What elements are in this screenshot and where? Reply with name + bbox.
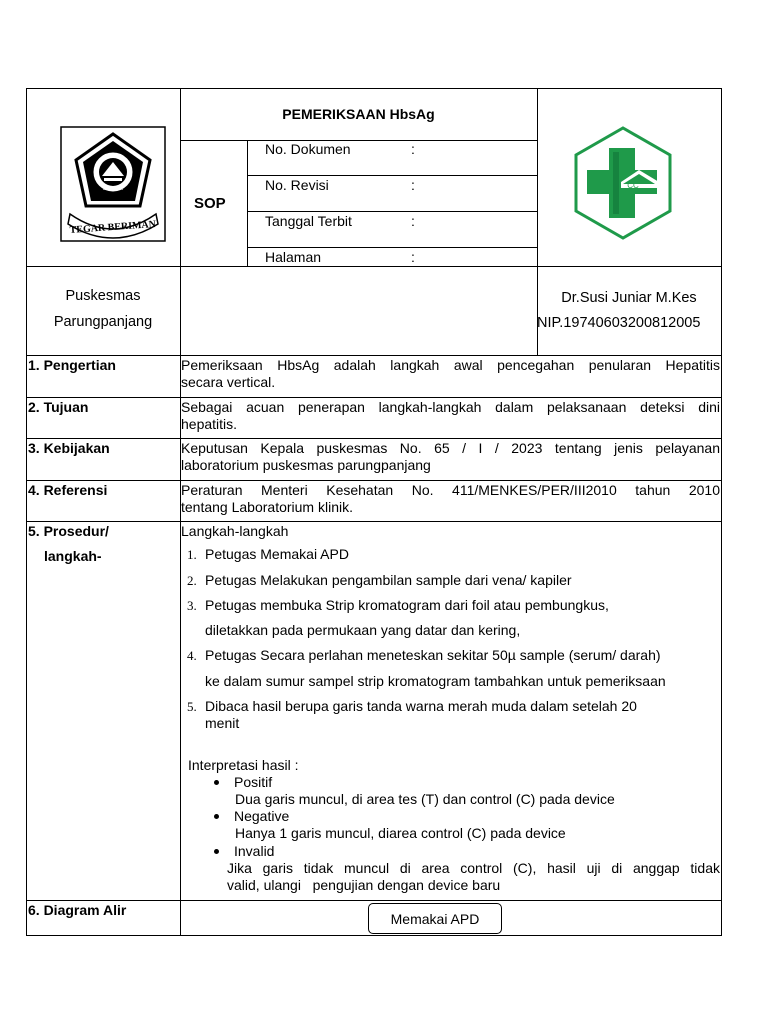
facility-name-line2: Parungpanjang <box>53 314 153 330</box>
kebijakan-line2: laboratorium puskesmas parungpanjang <box>181 457 431 473</box>
page-title: PEMERIKSAAN HbsAg <box>282 106 435 122</box>
step-text-continued: diletakkan pada permukaan yang datar dan kering, <box>205 622 521 638</box>
referensi-line2: tentang Laboratorium klinik. <box>181 499 353 515</box>
section-label-pengertian: 1. Pengertian <box>28 357 116 373</box>
field-label-halaman: Halaman <box>265 249 322 265</box>
tujuan-line1: Sebagai acuan penerapan langkah-langkah dalam pelaksanaan deteksi dini <box>181 399 720 415</box>
field-value-no-revisi: : <box>411 177 415 193</box>
step-number: 3. <box>187 598 197 613</box>
pengertian-line2: secara vertical. <box>181 374 276 390</box>
step-text: Dibaca hasil berupa garis tanda warna merah muda dalam setelah 20 <box>205 698 637 714</box>
result-desc-positif: Dua garis muncul, di area tes (T) dan control (C) pada device <box>235 791 615 807</box>
step-text: Petugas Memakai APD <box>205 546 349 562</box>
referensi-line1: Peraturan Menteri Kesehatan No. 411/MENKES/PER/III2010 tahun 2010 <box>181 482 720 498</box>
flowchart-box-memakai-apd: Memakai APD <box>368 903 502 934</box>
sop-label: SOP <box>194 195 226 212</box>
kebijakan-line1: Keputusan Kepala puskesmas No. 65 / I / 2023 tentang jenis pelayanan <box>181 440 720 456</box>
section-label-referensi: 4. Referensi <box>28 482 108 498</box>
section-label-prosedur: 5. Prosedur/ <box>28 523 109 539</box>
facility-name-line1: Puskesmas <box>65 288 141 304</box>
step-number: 4. <box>187 648 197 663</box>
step-text-continued: ke dalam sumur sampel strip kromatogram tambahkan untuk pemeriksaan <box>205 673 666 689</box>
result-label-negative: Negative <box>234 808 290 824</box>
result-label-invalid: Invalid <box>234 843 275 859</box>
tujuan-line2: hepatitis. <box>181 416 238 432</box>
field-label-no-revisi: No. Revisi <box>265 177 329 193</box>
bullet-icon <box>214 780 219 785</box>
head-name: Dr.Susi Juniar M.Kes <box>561 290 697 306</box>
section-label-tujuan: 2. Tujuan <box>28 399 89 415</box>
emblem-motto: TEGAR BERIMAN <box>69 219 157 237</box>
section-label-langkah: langkah- <box>44 548 102 564</box>
section-label-kebijakan: 3. Kebijakan <box>28 440 110 456</box>
field-label-tanggal-terbit: Tanggal Terbit <box>265 213 352 229</box>
field-value-tanggal-terbit: : <box>411 213 415 229</box>
step-text-continued: menit <box>205 715 240 731</box>
bullet-icon <box>214 849 219 854</box>
step-number: 2. <box>187 573 197 588</box>
head-nip: NIP.19740603200812005 <box>537 315 701 331</box>
step-text: Petugas Melakukan pengambilan sample dari vena/ kapiler <box>205 572 572 588</box>
field-label-no-dokumen: No. Dokumen <box>265 141 351 157</box>
interpretasi-title: Interpretasi hasil : <box>188 757 299 773</box>
field-value-no-dokumen: : <box>411 141 415 157</box>
result-desc-invalid: Jika garis tidak muncul di area control (C), hasil uji di anggap tidak <box>227 860 720 876</box>
prosedur-intro: Langkah-langkah <box>181 523 289 539</box>
section-label-diagram: 6. Diagram Alir <box>28 902 127 918</box>
field-value-halaman: : <box>411 249 415 265</box>
step-number: 1. <box>187 547 197 562</box>
emblem-inner-text: BATAGA <box>103 187 123 192</box>
regency-emblem-logo <box>60 126 166 242</box>
result-desc-negative: Hanya 1 garis muncul, diarea control (C) pada device <box>235 825 566 841</box>
puskesmas-logo <box>573 126 673 240</box>
bullet-icon <box>214 814 219 819</box>
step-number: 5. <box>187 699 197 714</box>
svg-text:CC: CC <box>627 181 639 190</box>
step-text: Petugas membuka Strip kromatogram dari foil atau pembungkus, <box>205 597 609 613</box>
pengertian-line1: Pemeriksaan HbsAg adalah langkah awal pencegahan penularan Hepatitis <box>181 357 720 373</box>
result-desc-invalid-continued: valid, ulangi pengujian dengan device baru <box>227 877 501 893</box>
step-text: Petugas Secara perlahan meneteskan sekitar 50µ sample (serum/ darah) <box>205 647 661 663</box>
result-label-positif: Positif <box>234 774 273 790</box>
